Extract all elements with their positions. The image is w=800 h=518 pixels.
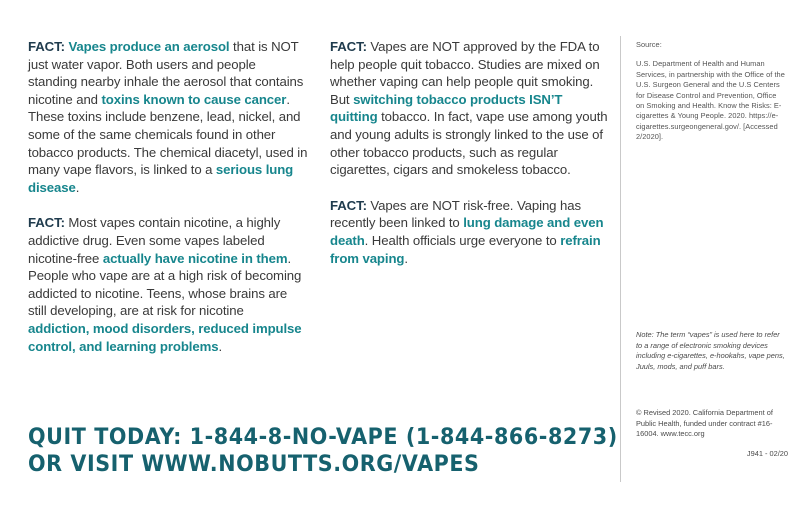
fact-block (28, 38, 308, 196)
fact-label: FACT: (28, 39, 65, 54)
body-text: Most vapes contain nicotine, a highly addictive drug. Even some vapes labeled nicotine-free (28, 215, 281, 266)
fact-column-left (28, 38, 308, 355)
source-citation: U.S. Department of Health and Human Services, in partnership with the Office of the U.S. Surgeon General and the U.S Centers for Disease Control and Prevention, Office on Smoking and Health. Know the Risks: E-cigarettes & Young People. 2020. https://e-cigarettes.surgeongeneral.gov/. [Accessed 2/2020]. (636, 59, 785, 142)
source-label: Source: (636, 40, 662, 49)
highlighted-phrase: refrain from vaping (330, 232, 601, 266)
note-text: Note: The term “vapes” is used here to refer to a range of electronic smoking devices including e-cigarettes, e-hookahs, vape pens, Juuls, mods, and puff bars. (636, 330, 785, 371)
highlighted-phrase: lung damage and even death (330, 215, 604, 248)
fact-label: FACT: (330, 197, 367, 213)
body-text: tobacco. In fact, vape use among youth and young adults is strongly linked to the use of other tobacco products, such as regular cigarettes, cigars and smokeless tobacco. (330, 109, 608, 178)
body-text: . (218, 338, 223, 354)
body-text: . People who vape are at a high risk of becoming addicted to nicotine. Teens, whose brains are still developing, are at risk for nicotine (28, 250, 302, 319)
highlighted-phrase: switching tobacco products ISN’T quitting (330, 91, 563, 125)
copyright-text: © Revised 2020. California Department of Public Health, funded under contract #16-16004. www.tecc.org (636, 408, 773, 439)
source-sidebar (636, 40, 786, 143)
highlighted-phrase: actually have nicotine in them (102, 250, 288, 266)
fact-block (330, 38, 610, 179)
body-text: that is NOT just water vapor. Both users and people standing nearby inhale the aerosol that contains nicotine and (28, 39, 304, 107)
fact-paragraph (28, 214, 308, 355)
body-text: Vapes are NOT approved by the FDA to help people quit tobacco. Studies are mixed on whether vaping can help people quit smoking. But (330, 39, 600, 107)
copyright-block (636, 408, 788, 459)
fact-label: FACT: (28, 215, 65, 231)
highlighted-phrase: serious lung disease (28, 162, 294, 195)
fact-paragraph (28, 38, 308, 196)
highlighted-phrase: addiction, mood disorders, reduced impulse control, and learning problems (28, 320, 302, 354)
fact-paragraph (330, 197, 610, 267)
call-to-action (28, 424, 618, 478)
note-block (636, 330, 786, 372)
body-text: Vapes are NOT risk-free. Vaping has recently been linked to (330, 197, 581, 231)
body-text: . Health officials urge everyone to (364, 232, 561, 248)
fact-label: FACT: (330, 39, 367, 54)
highlighted-phrase: Vapes produce an aerosol (68, 39, 230, 54)
fact-block (330, 197, 610, 267)
quit-today-phone-line[interactable]: QUIT TODAY: 1-844-8-NO-VAPE (1-844-866-8273) (28, 425, 618, 450)
publication-code: J941 - 02/20 (746, 448, 788, 458)
highlighted-phrase: toxins known to cause cancer (101, 91, 287, 107)
body-text: . These toxins include benzene, lead, nickel, and some of the same chemicals found in other tobacco products. The chemical diacetyl, used in many vape flavors, is linked to a (28, 91, 308, 178)
body-text: . (75, 179, 80, 195)
fact-column-right (330, 38, 610, 355)
fact-paragraph (330, 38, 610, 179)
body-text: . (404, 250, 408, 266)
fact-columns (28, 38, 610, 355)
website-line[interactable]: OR VISIT WWW.NOBUTTS.ORG/VAPES (28, 452, 480, 477)
fact-block (28, 214, 308, 355)
vertical-divider (620, 36, 621, 482)
